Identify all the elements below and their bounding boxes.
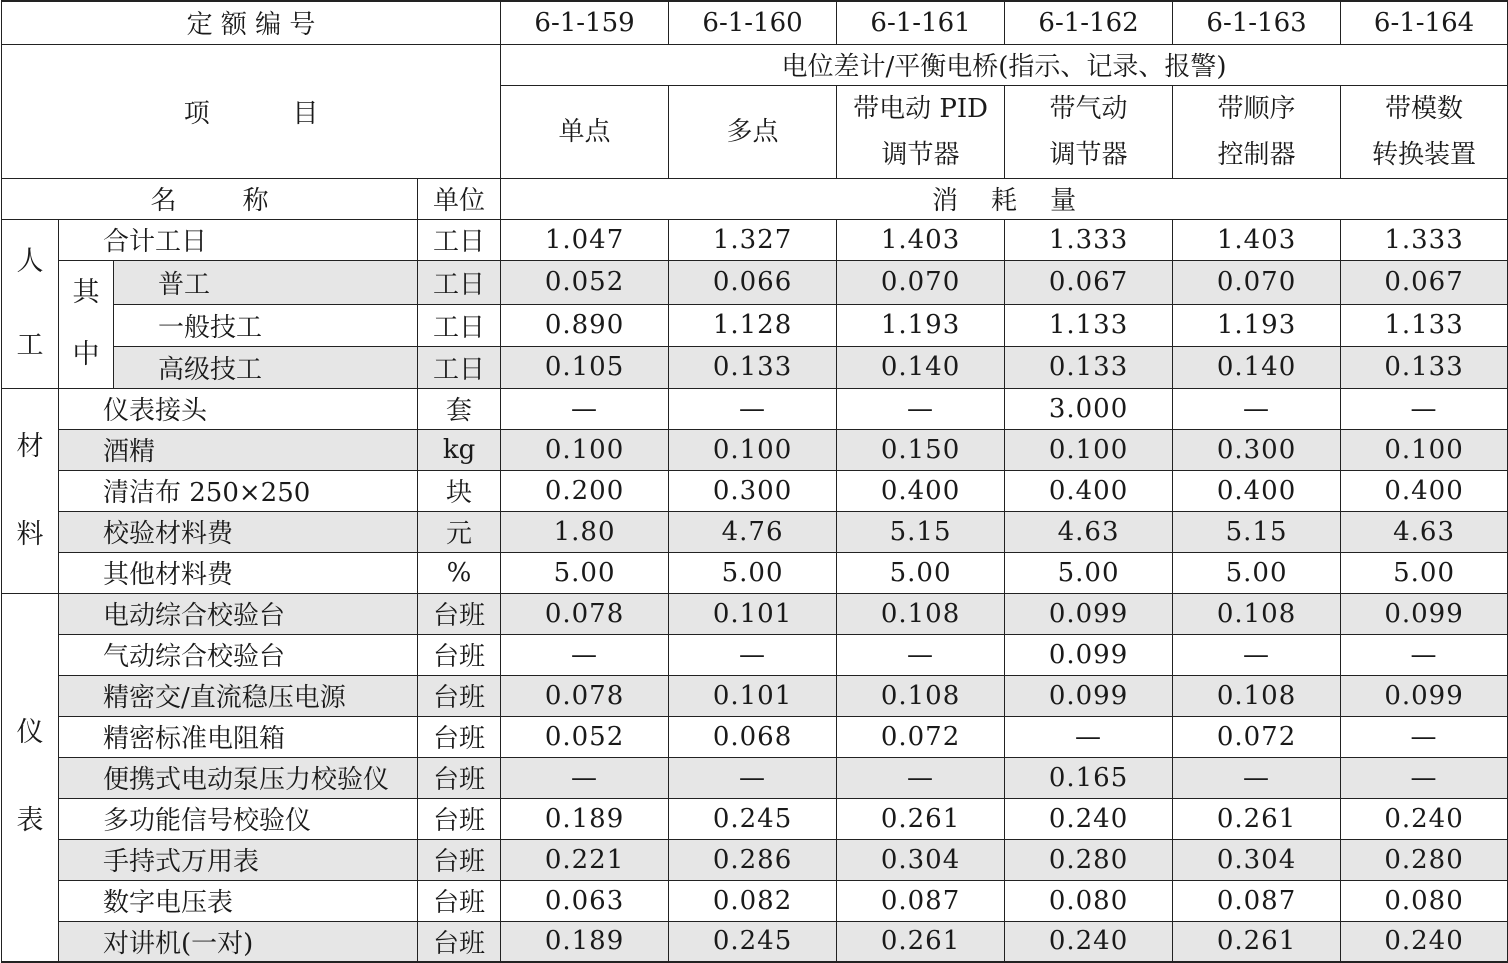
table-row <box>2 305 1508 347</box>
cell-value: 0.400 <box>1341 470 1508 511</box>
cell-value: 0.400 <box>837 470 1005 511</box>
cell-value: — <box>1173 757 1341 798</box>
cell-value: 0.072 <box>1173 716 1341 757</box>
row-unit: 套 <box>418 388 501 429</box>
cell-value: 5.15 <box>1173 511 1341 552</box>
cell-value: 0.245 <box>669 798 837 839</box>
cell-value: 0.108 <box>1173 593 1341 634</box>
row-name: 精密标准电阻箱 <box>59 716 418 757</box>
cell-value: 3.000 <box>1005 388 1173 429</box>
group-title: 电位差计/平衡电桥(指示、记录、报警) <box>501 44 1508 85</box>
cell-value: 0.400 <box>1173 470 1341 511</box>
cell-value: 0.068 <box>669 716 837 757</box>
cell-value: 0.200 <box>501 470 669 511</box>
cell-value: 4.63 <box>1005 511 1173 552</box>
cell-value: 0.099 <box>1341 593 1508 634</box>
cell-value: 1.047 <box>501 219 669 260</box>
cell-value: — <box>1173 388 1341 429</box>
cell-value: — <box>669 757 837 798</box>
cell-value: 1.333 <box>1341 219 1508 260</box>
row-unit: 台班 <box>418 798 501 839</box>
cell-value: 0.108 <box>837 675 1005 716</box>
cell-value: 0.245 <box>669 921 837 962</box>
cell-value: 0.400 <box>1005 470 1173 511</box>
unit-label: 单位 <box>418 178 501 219</box>
cell-value: 0.063 <box>501 880 669 921</box>
row-name: 数字电压表 <box>59 880 418 921</box>
cell-value: 1.133 <box>1005 305 1173 347</box>
quota-table <box>1 0 1508 963</box>
cell-value: 0.300 <box>669 470 837 511</box>
cell-value: — <box>1341 757 1508 798</box>
cell-value: 0.078 <box>501 675 669 716</box>
row-name: 清洁布 250×250 <box>59 470 418 511</box>
cell-value: — <box>1005 716 1173 757</box>
cell-value: — <box>669 388 837 429</box>
cell-value: 1.193 <box>837 305 1005 347</box>
table-row <box>2 219 1508 260</box>
cell-value: 0.100 <box>1341 429 1508 470</box>
cell-value: 1.403 <box>1173 219 1341 260</box>
row-name: 精密交/直流稳压电源 <box>59 675 418 716</box>
cell-value: — <box>1341 388 1508 429</box>
cell-value: 0.133 <box>669 346 837 388</box>
table-row <box>2 880 1508 921</box>
table-row <box>2 921 1508 962</box>
table-row <box>2 552 1508 593</box>
subitem-header: 带电动 PID 调节器 <box>837 85 1005 178</box>
row-unit: 台班 <box>418 880 501 921</box>
row-unit: 台班 <box>418 675 501 716</box>
row-unit: kg <box>418 429 501 470</box>
cell-value: 0.100 <box>1005 429 1173 470</box>
cell-value: 0.099 <box>1005 593 1173 634</box>
row-unit: 台班 <box>418 757 501 798</box>
table-row <box>2 757 1508 798</box>
cell-value: 0.108 <box>1173 675 1341 716</box>
quota-code: 6-1-160 <box>669 1 837 44</box>
quota-no-label: 定 额 编 号 <box>2 1 501 44</box>
quota-code: 6-1-164 <box>1341 1 1508 44</box>
cell-value: 0.052 <box>501 260 669 305</box>
cell-value: 0.099 <box>1005 675 1173 716</box>
row-name: 气动综合校验台 <box>59 634 418 675</box>
quota-code: 6-1-162 <box>1005 1 1173 44</box>
cell-value: 1.333 <box>1005 219 1173 260</box>
cell-value: 0.082 <box>669 880 837 921</box>
cell-value: 0.087 <box>837 880 1005 921</box>
row-name: 电动综合校验台 <box>59 593 418 634</box>
row-unit: 块 <box>418 470 501 511</box>
cell-value: 5.00 <box>1005 552 1173 593</box>
cell-value: 0.100 <box>501 429 669 470</box>
table-row <box>2 511 1508 552</box>
row-name: 手持式万用表 <box>59 839 418 880</box>
row-name: 普工 <box>114 260 418 305</box>
cell-value: 0.165 <box>1005 757 1173 798</box>
item-label: 项 目 <box>2 44 501 178</box>
cell-value: — <box>837 757 1005 798</box>
cell-value: — <box>501 757 669 798</box>
cell-value: 1.403 <box>837 219 1005 260</box>
cell-value: 5.00 <box>1341 552 1508 593</box>
row-unit: 台班 <box>418 593 501 634</box>
table-row <box>2 388 1508 429</box>
cell-value: 0.067 <box>1005 260 1173 305</box>
table-row <box>2 429 1508 470</box>
cell-value: 5.00 <box>669 552 837 593</box>
table-row <box>2 260 1508 305</box>
row-name: 多功能信号校验仪 <box>59 798 418 839</box>
table-row <box>2 839 1508 880</box>
name-label: 名 称 <box>2 178 418 219</box>
cell-value: 0.101 <box>669 675 837 716</box>
row-unit: 工日 <box>418 260 501 305</box>
cell-value: 0.066 <box>669 260 837 305</box>
row-unit: 台班 <box>418 921 501 962</box>
cell-value: — <box>1341 634 1508 675</box>
row-name: 酒精 <box>59 429 418 470</box>
cell-value: 0.070 <box>837 260 1005 305</box>
table-row <box>2 346 1508 388</box>
cell-value: 0.189 <box>501 921 669 962</box>
cell-value: 0.240 <box>1005 798 1173 839</box>
header-columns-row <box>2 178 1508 219</box>
cell-value: 0.099 <box>1005 634 1173 675</box>
table-row <box>2 716 1508 757</box>
cell-value: 1.128 <box>669 305 837 347</box>
cell-value: 0.300 <box>1173 429 1341 470</box>
cell-value: 0.067 <box>1341 260 1508 305</box>
row-unit: 工日 <box>418 219 501 260</box>
cell-value: 0.080 <box>1005 880 1173 921</box>
cell-value: 0.052 <box>501 716 669 757</box>
cell-value: 0.072 <box>837 716 1005 757</box>
header-group-row <box>2 44 1508 85</box>
row-name: 高级技工 <box>114 346 418 388</box>
subitem-header: 带顺序 控制器 <box>1173 85 1341 178</box>
cell-value: 1.80 <box>501 511 669 552</box>
cell-value: 1.327 <box>669 219 837 260</box>
cell-value: — <box>1173 634 1341 675</box>
cell-value: 0.133 <box>1341 346 1508 388</box>
header-codes-row <box>2 1 1508 44</box>
cell-value: 0.240 <box>1341 798 1508 839</box>
cell-value: 0.078 <box>501 593 669 634</box>
subcategory-labor: 其 中 <box>59 260 114 388</box>
quota-code: 6-1-159 <box>501 1 669 44</box>
cell-value: — <box>501 388 669 429</box>
cell-value: 5.15 <box>837 511 1005 552</box>
row-name: 合计工日 <box>59 219 418 260</box>
cell-value: — <box>837 388 1005 429</box>
consumption-label: 消 耗 量 <box>501 178 1508 219</box>
table-row <box>2 798 1508 839</box>
row-unit: 元 <box>418 511 501 552</box>
cell-value: 0.240 <box>1341 921 1508 962</box>
quota-code: 6-1-161 <box>837 1 1005 44</box>
row-unit: 工日 <box>418 305 501 347</box>
table-row <box>2 675 1508 716</box>
cell-value: 0.304 <box>1173 839 1341 880</box>
row-name: 其他材料费 <box>59 552 418 593</box>
category-materials: 材 料 <box>2 388 59 593</box>
cell-value: 0.280 <box>1341 839 1508 880</box>
row-name: 仪表接头 <box>59 388 418 429</box>
table-row <box>2 593 1508 634</box>
row-name: 一般技工 <box>114 305 418 347</box>
row-name: 对讲机(一对) <box>59 921 418 962</box>
cell-value: 0.080 <box>1341 880 1508 921</box>
row-unit: 台班 <box>418 716 501 757</box>
row-unit: 台班 <box>418 839 501 880</box>
category-instruments: 仪 表 <box>2 593 59 962</box>
cell-value: 0.070 <box>1173 260 1341 305</box>
cell-value: 1.133 <box>1341 305 1508 347</box>
table-row <box>2 470 1508 511</box>
cell-value: 0.890 <box>501 305 669 347</box>
cell-value: 1.193 <box>1173 305 1341 347</box>
row-unit: % <box>418 552 501 593</box>
cell-value: 0.286 <box>669 839 837 880</box>
cell-value: 0.189 <box>501 798 669 839</box>
cell-value: 4.76 <box>669 511 837 552</box>
cell-value: 0.133 <box>1005 346 1173 388</box>
cell-value: 0.261 <box>837 921 1005 962</box>
category-labor: 人 工 <box>2 219 59 388</box>
cell-value: 0.280 <box>1005 839 1173 880</box>
cell-value: 0.108 <box>837 593 1005 634</box>
row-unit: 台班 <box>418 634 501 675</box>
cell-value: 0.240 <box>1005 921 1173 962</box>
cell-value: 0.150 <box>837 429 1005 470</box>
cell-value: — <box>837 634 1005 675</box>
cell-value: 0.087 <box>1173 880 1341 921</box>
cell-value: 0.140 <box>837 346 1005 388</box>
table-row <box>2 634 1508 675</box>
cell-value: 5.00 <box>1173 552 1341 593</box>
cell-value: 4.63 <box>1341 511 1508 552</box>
cell-value: 0.261 <box>1173 921 1341 962</box>
cell-value: 0.261 <box>1173 798 1341 839</box>
cell-value: — <box>501 634 669 675</box>
cell-value: 5.00 <box>837 552 1005 593</box>
subitem-header: 带模数 转换装置 <box>1341 85 1508 178</box>
cell-value: 0.140 <box>1173 346 1341 388</box>
cell-value: — <box>669 634 837 675</box>
cell-value: 5.00 <box>501 552 669 593</box>
subitem-header: 带气动 调节器 <box>1005 85 1173 178</box>
cell-value: 0.099 <box>1341 675 1508 716</box>
subitem-header: 多点 <box>669 85 837 178</box>
cell-value: 0.100 <box>669 429 837 470</box>
cell-value: 0.101 <box>669 593 837 634</box>
cell-value: 0.221 <box>501 839 669 880</box>
cell-value: 0.261 <box>837 798 1005 839</box>
row-name: 便携式电动泵压力校验仪 <box>59 757 418 798</box>
cell-value: 0.304 <box>837 839 1005 880</box>
row-unit: 工日 <box>418 346 501 388</box>
quota-code: 6-1-163 <box>1173 1 1341 44</box>
row-name: 校验材料费 <box>59 511 418 552</box>
subitem-header: 单点 <box>501 85 669 178</box>
cell-value: — <box>1341 716 1508 757</box>
cell-value: 0.105 <box>501 346 669 388</box>
